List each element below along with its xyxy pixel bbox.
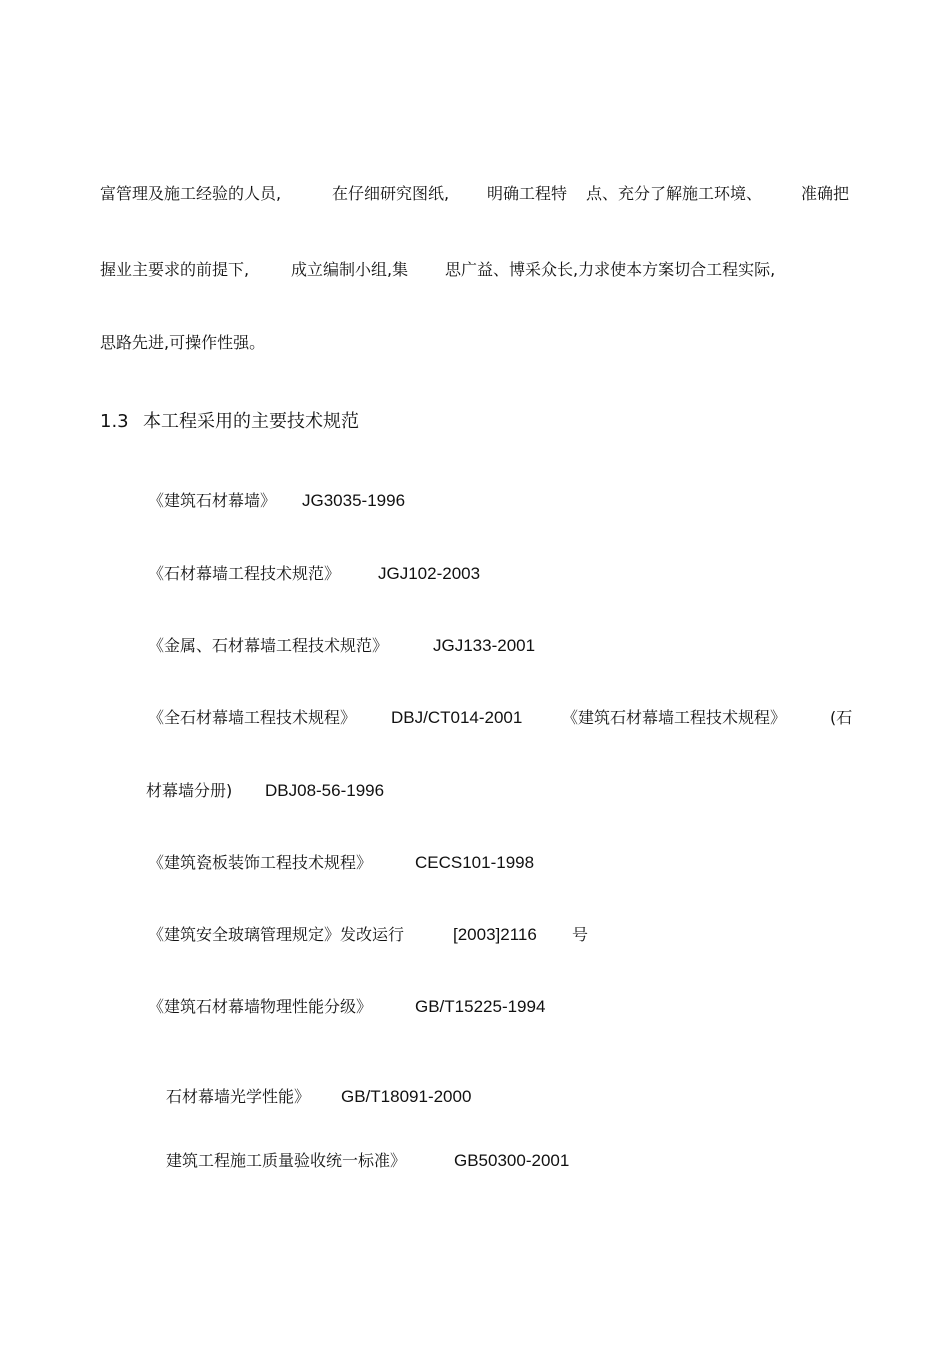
standard-name: 《建筑石材幕墙》 [148, 491, 277, 510]
standard-code: JGJ102-2003 [378, 564, 481, 583]
standard-code: DBJ/CT014-2001 [391, 708, 523, 727]
paragraph-text: 握业主要求的前提下, [100, 260, 250, 279]
standard-name: 《建筑石材幕墙物理性能分级》 [148, 997, 373, 1016]
standard-name: 《石材幕墙工程技术规范》 [148, 564, 341, 583]
paragraph-text: 富管理及施工经验的人员, [100, 184, 282, 203]
standard-name: 《建筑石材幕墙工程技术规程》 [562, 708, 787, 727]
paragraph-text: 点、充分了解施工环境、 [586, 184, 763, 203]
standard-name: 建筑工程施工质量验收统一标准》 [166, 1151, 407, 1170]
standard-suffix: 号 [572, 925, 589, 944]
standard-code: GB50300-2001 [454, 1151, 570, 1170]
standard-code: GB/T15225-1994 [415, 997, 546, 1016]
standard-name-continuation: (石 [830, 708, 853, 727]
standard-code: DBJ08-56-1996 [265, 781, 385, 800]
paragraph-text: 成立编制小组,集 [291, 260, 409, 279]
paragraph-text: 在仔细研究图纸, [332, 184, 450, 203]
standard-name: 《全石材幕墙工程技术规程》 [148, 708, 357, 727]
standard-code: [2003]2116 [453, 925, 537, 944]
standard-code: JG3035-1996 [302, 491, 406, 510]
standard-code: JGJ133-2001 [433, 636, 536, 655]
paragraph-text: 思广益、博采众长,力求使本方案切合工程实际, [445, 260, 776, 279]
section-number: 1.3 [100, 411, 129, 432]
standard-name: 石材幕墙光学性能》 [166, 1087, 311, 1106]
standard-code: CECS101-1998 [415, 853, 535, 872]
standard-name: 《金属、石材幕墙工程技术规范》 [148, 636, 389, 655]
paragraph-text: 准确把 [801, 184, 850, 203]
paragraph-text: 明确工程特 [487, 184, 568, 203]
standard-code: GB/T18091-2000 [341, 1087, 472, 1106]
paragraph-line: 思路先进,可操作性强。 [100, 333, 266, 352]
standard-name: 《建筑安全玻璃管理规定》发改运行 [148, 925, 405, 944]
standard-name: 材幕墙分册) [146, 781, 233, 800]
standard-name: 《建筑瓷板装饰工程技术规程》 [148, 853, 373, 872]
section-title: 本工程采用的主要技术规范 [143, 411, 359, 432]
